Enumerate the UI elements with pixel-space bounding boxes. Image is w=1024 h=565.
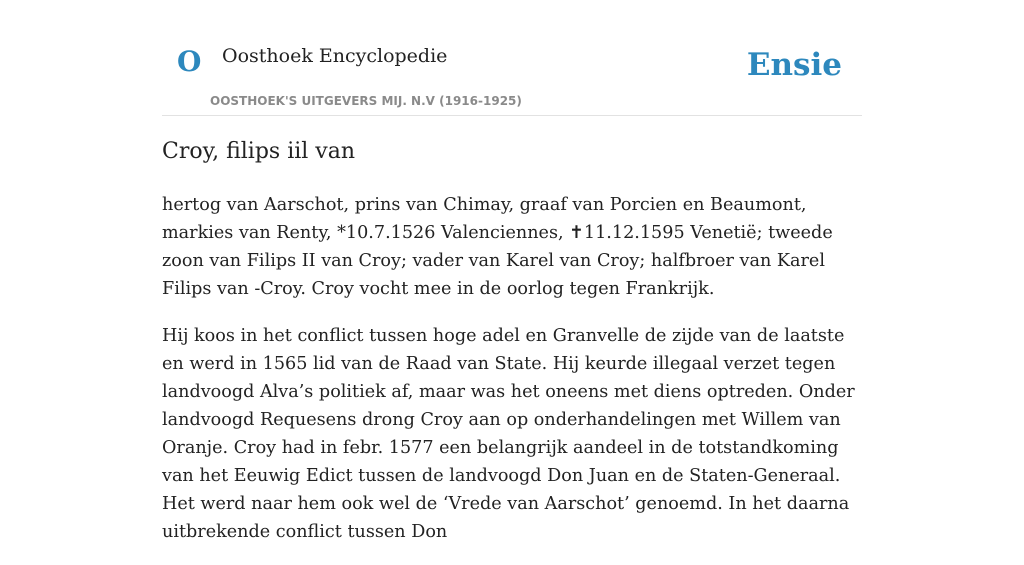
- source-publisher: OOSTHOEK'S UITGEVERS MIJ. N.V (1916-1925): [210, 94, 522, 108]
- entry-paragraph: Hij koos in het conflict tussen hoge adel en Granvelle de zijde van de laatste en werd in 1565 lid van de Raad van State. Hij keurde illegaal verzet tegen landvoogd Alva’s politiek af, maar was het oneens met diens optreden. Onder landvoogd Requesens drong Croy aan op onderhandelingen met Willem van Oranje. Croy had in febr. 1577 een belangrijk aandeel in de totstandkoming van het Eeuwig Edict tussen de landvoogd Don Juan en de Staten-Generaal. Het werd naar hem ook wel de ‘Vrede van Aarschot’ genoemd. In het daarna uitbrekende conflict tussen Don: [162, 326, 855, 542]
- brand-logo-link[interactable]: Ensie: [746, 47, 842, 83]
- entry-body: [162, 191, 862, 565]
- page-header: [162, 0, 862, 116]
- source-title[interactable]: Oosthoek Encyclopedie: [222, 45, 448, 67]
- entry-title: Croy, filips iil van: [162, 139, 356, 164]
- source-logo[interactable]: O: [177, 45, 202, 78]
- content-container: [162, 0, 862, 542]
- entry-paragraph: hertog van Aarschot, prins van Chimay, graaf van Porcien en Beaumont, markies van Renty, *10.7.1526 Valenciennes, ✝11.12.1595 Venetië; tweede zoon van Filips II van Croy; vader van Karel van Croy; halfbroer van Karel Filips van -Croy. Croy vocht mee in de oorlog tegen Frankrijk.: [162, 195, 833, 299]
